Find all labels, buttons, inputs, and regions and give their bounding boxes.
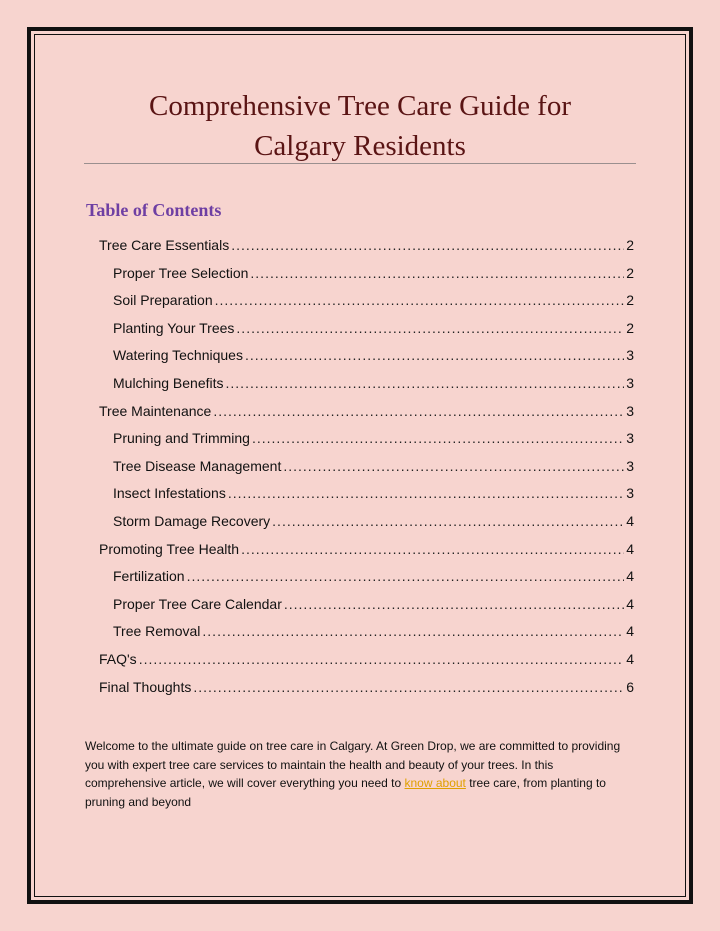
intro-paragraph: [85, 737, 637, 811]
toc-entry-page-number: 4: [626, 651, 634, 667]
toc-dot-leader: [252, 430, 624, 446]
toc-entry-page-number: 4: [626, 595, 634, 612]
toc-entry-page-number: 3: [626, 485, 634, 502]
toc-entry-label: Tree Removal: [113, 623, 201, 640]
toc-entry-page-number: 2: [626, 237, 634, 253]
document-title: [84, 86, 636, 166]
toc-dot-leader: [245, 347, 624, 363]
toc-entry-label: Insect Infestations: [113, 485, 226, 502]
toc-entry[interactable]: [99, 403, 634, 425]
title-line-1: Comprehensive Tree Care Guide for: [148, 90, 571, 122]
toc-entry-label: Pruning and Trimming: [113, 430, 250, 447]
toc-entry-page-number: 2: [626, 292, 634, 309]
toc-dot-leader: [139, 651, 625, 667]
toc-dot-leader: [213, 403, 624, 419]
toc-dot-leader: [228, 485, 624, 501]
toc-entry-label: Planting Your Trees: [113, 319, 235, 336]
toc-dot-leader: [272, 513, 624, 529]
toc-entry[interactable]: [113, 347, 634, 369]
toc-entry-label: Tree Disease Management: [113, 457, 282, 474]
toc-heading: Table of Contents: [86, 200, 222, 220]
toc-entry-label: Tree Maintenance: [99, 402, 212, 419]
intro-text-before-link: Welcome to the ultimate guide on tree care in Calgary. At Green Drop, we are committed to providing you with expert tree care services to maintain the health and beauty of your trees. In this comprehensive article, we will cover everything you need to: [85, 739, 621, 790]
toc-dot-leader: [187, 568, 625, 584]
know-about-link[interactable]: know about: [404, 776, 466, 790]
toc-dot-leader: [250, 265, 624, 281]
toc-entry-label: Mulching Benefits: [113, 375, 224, 391]
toc-entry-page-number: 2: [626, 319, 634, 336]
toc-entry[interactable]: [99, 679, 634, 701]
toc-entry[interactable]: [99, 541, 634, 563]
toc-dot-leader: [226, 375, 625, 391]
toc-entry-page-number: 6: [626, 678, 634, 695]
toc-entry-page-number: 4: [626, 513, 634, 529]
toc-entry[interactable]: [113, 430, 634, 452]
toc-entry-page-number: 3: [626, 375, 634, 391]
toc-entry-label: FAQ's: [99, 651, 137, 667]
toc-entry[interactable]: [99, 651, 634, 673]
toc-dot-leader: [231, 237, 624, 253]
toc-entry[interactable]: [99, 237, 634, 259]
toc-entry-page-number: 4: [626, 568, 634, 585]
toc-dot-leader: [193, 679, 624, 695]
toc-entry-label: Final Thoughts: [99, 678, 192, 695]
toc-entry-page-number: 3: [626, 402, 634, 419]
toc-entry-label: Fertilization: [113, 568, 185, 585]
toc-dot-leader: [215, 292, 625, 308]
toc-dot-leader: [283, 458, 624, 474]
toc-entry[interactable]: [113, 320, 634, 342]
toc-entry-label: Storm Damage Recovery: [113, 513, 271, 529]
toc-entry[interactable]: [113, 265, 634, 287]
toc-entry[interactable]: [113, 596, 634, 618]
toc-entry-page-number: 4: [626, 540, 634, 557]
intro-text-after-link: tree care, from planting to pruning and beyond: [85, 776, 606, 809]
toc-entry-page-number: 2: [626, 264, 634, 281]
toc-entry-label: Watering Techniques: [113, 347, 243, 364]
toc-entry-page-number: 3: [626, 430, 634, 447]
toc-entry-label: Tree Care Essentials: [99, 237, 230, 253]
toc-entry[interactable]: [113, 623, 634, 645]
toc-entry[interactable]: [113, 375, 634, 397]
toc-entry-label: Proper Tree Selection: [113, 264, 249, 281]
title-line-2: Calgary Residents: [254, 130, 466, 162]
toc-entry-page-number: 4: [626, 623, 634, 640]
toc-dot-leader: [241, 541, 624, 557]
toc-entry[interactable]: [113, 458, 634, 480]
toc-dot-leader: [202, 623, 624, 639]
toc-entry[interactable]: [113, 485, 634, 507]
toc-entry-label: Proper Tree Care Calendar: [113, 595, 282, 612]
toc-entry-label: Soil Preparation: [113, 292, 213, 309]
toc-entry-page-number: 3: [626, 347, 634, 364]
toc-dot-leader: [236, 320, 624, 336]
title-divider: [84, 163, 636, 164]
toc-entry[interactable]: [113, 292, 634, 314]
toc-entry[interactable]: [113, 513, 634, 535]
toc-entry[interactable]: [113, 568, 634, 590]
toc-entry-page-number: 3: [626, 457, 634, 474]
toc-dot-leader: [284, 596, 624, 612]
toc-entry-label: Promoting Tree Health: [99, 540, 240, 557]
